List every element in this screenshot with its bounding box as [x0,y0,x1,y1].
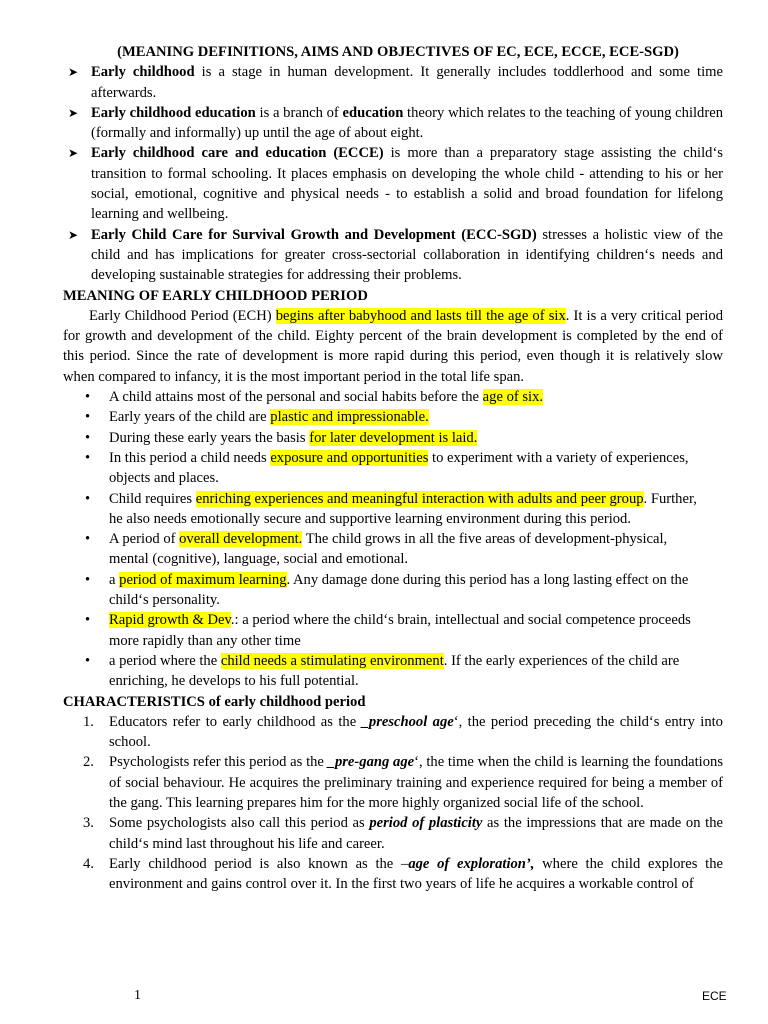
bullet-dot-icon: • [85,531,91,548]
highlighted-text: Rapid growth & Dev [109,612,231,629]
item-text: In this period a child needs [109,449,271,466]
list-item [63,489,723,530]
highlighted-text: for later development is laid. [309,429,478,446]
definition-term: Early Child Care for Survival Growth and Development (ECC-SGD) [91,226,537,243]
definition-term: Early childhood education [91,104,256,121]
list-item [63,529,723,570]
footer-label: ECE [702,989,727,1003]
bullet-dot-icon: • [85,571,91,588]
item-text: . If the early experiences of the child are enriching, he develops to his full potential. [109,652,680,690]
item-text: where the child explores the environment and gains control over it. In the first two years of life he acquires a workable control of [109,855,723,893]
list-item [63,448,723,489]
arrow-bullet-icon: ➤ [68,227,79,242]
section-heading-meaning: MEANING OF EARLY CHILDHOOD PERIOD [63,287,368,304]
item-text: Child requires [109,490,196,507]
item-text: .: a period where the child‘s brain, intellectual and social competence proceeds more rapidly than any other time [109,612,691,649]
page-number: 1 [134,988,141,1003]
item-text: a [109,571,120,588]
definitions-list [63,62,723,285]
highlighted-text: begins after babyhood and lasts till the age of six [275,307,566,324]
bullet-dot-icon: • [85,429,91,446]
highlighted-text: exposure and opportunities [270,449,429,466]
emphasized-term: _preschool age [361,713,454,730]
page-title: (MEANING DEFINITIONS, AIMS AND OBJECTIVES OF EC, ECE, ECCE, ECE-SGD) [117,44,679,60]
emphasized-term: age of exploration’, [408,855,535,872]
list-item [63,610,723,651]
definition-item [63,103,723,144]
arrow-bullet-icon: ➤ [68,105,79,120]
item-text: During these early years the basis [109,429,310,446]
definition-term-inline: education [342,104,404,121]
meaning-bullet-list [63,387,723,691]
item-number: 1. [83,713,94,730]
arrow-bullet-icon: ➤ [68,146,79,161]
item-number: 3. [83,815,94,832]
list-item [63,428,723,448]
definition-item [63,143,723,224]
item-text: ‘, the time when the child is learning the foundations of social behaviour. He acquires the preliminary training and experience required for being a member of the gang. This learning prepares him for the more highly organized social life of the school. [109,754,723,811]
numbered-item [63,854,723,895]
item-text: Psychologists refer this period as the [109,754,328,771]
item-text: ‘, the period preceding the child‘s entry into school. [109,713,723,751]
definition-text: is a branch of [255,104,343,121]
item-text: Educators refer to early childhood as the [109,713,362,730]
list-item [63,407,723,427]
arrow-bullet-icon: ➤ [68,65,79,80]
item-text: The child grows in all the five areas of development-physical, mental (cognitive), language, social and emotional. [109,531,668,568]
item-text: to experiment with a variety of experiences, objects and places. [109,449,689,487]
emphasized-term: _pre-gang age [327,754,415,771]
list-item [63,570,723,611]
definition-text: stresses a holistic view of the child and has implications for greater cross-sectorial collaboration in identifying children‘s needs and developing sustainable strategies for addressing their problems. [91,226,723,284]
highlighted-text: child needs a stimulating environment [220,652,444,669]
bullet-dot-icon: • [85,389,91,406]
definition-text: is more than a preparatory stage assisting the child‘s transition to formal schooling. It places emphasis on developing the whole child - attending to his or her social, emotional, cognitive and physical needs - to establish a solid and broad foundation for lifelong learning and wellbeing. [91,145,723,223]
numbered-item [63,712,723,753]
highlighted-text: enriching experiences and meaningful interaction with adults and peer group [195,490,644,507]
numbered-item [63,752,723,813]
definition-item [63,62,723,103]
item-text: Some psychologists also call this period as [109,815,370,832]
definition-text: theory which relates to the teaching of young children (formally and informally) up until the age of about eight. [91,104,723,142]
emphasized-term: period of plasticity [369,815,483,832]
numbered-item [63,813,723,854]
item-text: A child attains most of the personal and social habits before the [109,389,483,406]
item-text: . Further, he also needs emotionally secure and supportive learning environment during this period. [109,490,697,527]
item-text: as the impressions that are made on the child‘s mind last throughout his life and career. [109,815,723,852]
highlighted-text: age of six. [482,389,544,406]
definition-item [63,225,723,286]
definition-term: Early childhood [91,64,195,81]
document-page [63,42,723,894]
paragraph-text: . It is a very critical period for growth and development of the child. Eighty percent of the brain development is completed by the end of this period. Since the rate of development is more rapid during this period, even though it is relatively slow when compared to infancy, it is the most important period in the total life span. [63,307,723,385]
characteristics-list [63,712,723,895]
highlighted-text: plastic and impressionable. [270,409,429,426]
bullet-dot-icon: • [85,409,91,426]
meaning-paragraph [63,306,723,387]
item-text: a period where the [109,652,221,669]
highlighted-text: period of maximum learning [119,571,287,588]
bullet-dot-icon: • [85,490,91,507]
list-item [63,651,723,692]
definition-text: is a stage in human development. It generally includes toddlerhood and some time afterwards. [91,64,723,101]
bullet-dot-icon: • [85,612,91,629]
item-text: A period of [109,531,180,548]
paragraph-text: Early Childhood Period (ECH) [89,307,276,324]
section-heading-characteristics: CHARACTERISTICS of early childhood period [63,693,366,710]
item-number: 4. [83,855,94,872]
definition-term: Early childhood care and education (ECCE) [91,145,384,162]
list-item [63,387,723,407]
highlighted-text: overall development. [179,531,303,548]
item-text: Early childhood period is also known as the – [109,855,409,872]
bullet-dot-icon: • [85,652,91,669]
item-text: Early years of the child are [109,409,271,426]
bullet-dot-icon: • [85,449,91,466]
item-text: . Any damage done during this period has a long lasting effect on the child‘s personality. [109,571,689,609]
item-number: 2. [83,754,94,771]
